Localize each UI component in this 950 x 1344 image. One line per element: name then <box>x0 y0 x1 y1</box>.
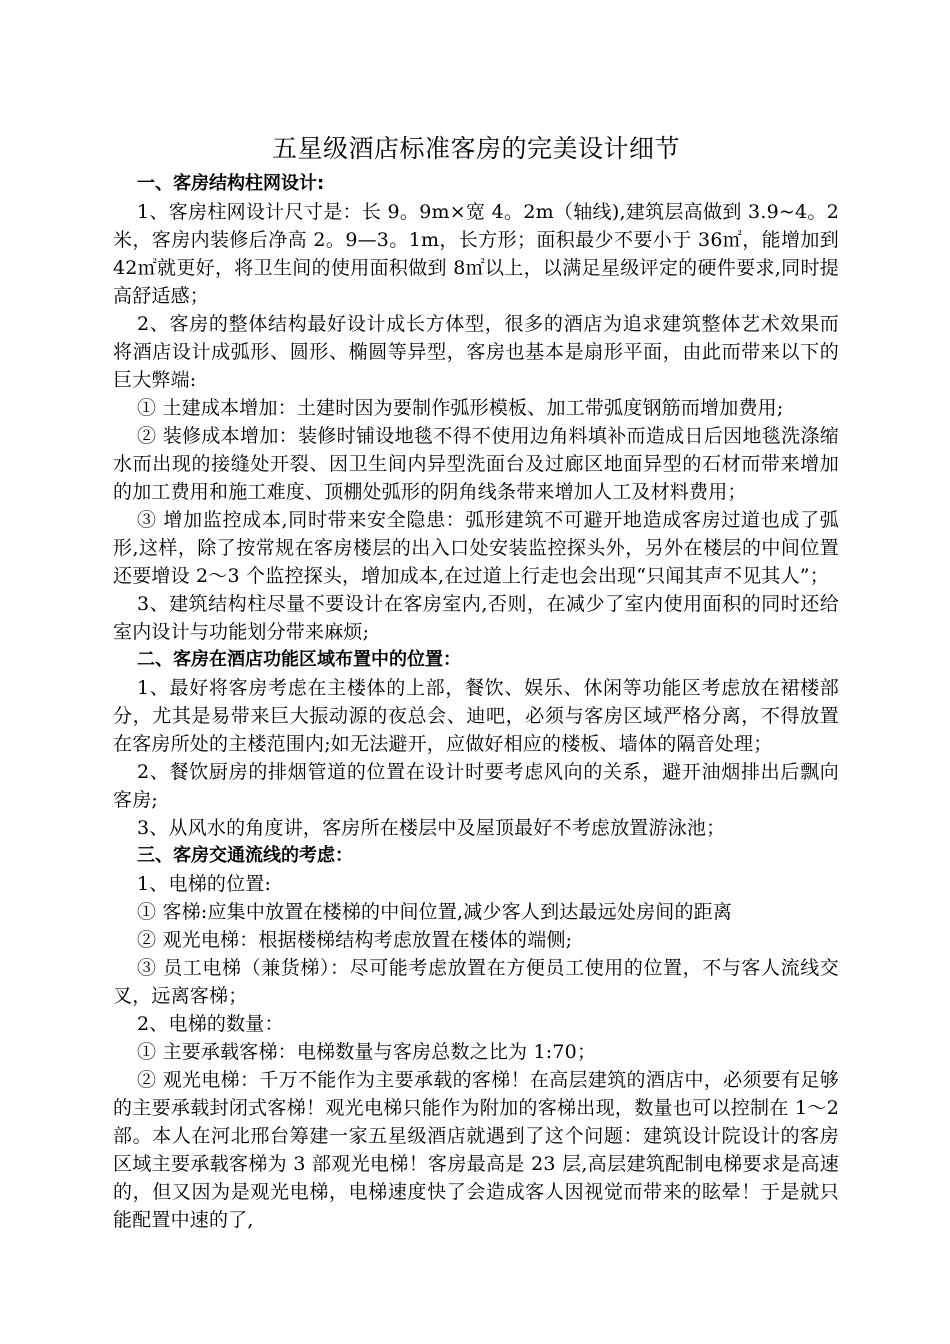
body-paragraph: ③ 增加监控成本,同时带来安全隐患：弧形建筑不可避开地造成客房过道也成了弧形,这样，除了按常规在客房楼层的出入口处安装监控探头外，另外在楼层的中间位置还要增设 2～3 个监控探头，增加成本,在过道上行走也会出现“只闻其声不见其人”； <box>113 509 839 587</box>
body-paragraph: ① 土建成本增加：土建时因为要制作弧形模板、加工带弧度钢筋而增加费用; <box>137 397 784 419</box>
body-paragraph: ② 装修成本增加：装修时铺设地毯不得不使用边角料填补而造成日后因地毯洗涤缩水而出现的接缝处开裂、因卫生间内异型洗面台及过廊区地面异型的石材而带来增加的加工费用和施工难度、顶棚处弧形的阴角线条带来增加人工及材料费用； <box>113 425 839 503</box>
body-paragraph: 1、电梯的位置: <box>137 873 272 895</box>
body-paragraph: ② 观光电梯：根据楼梯结构考虑放置在楼体的端侧; <box>137 929 573 951</box>
body-paragraph: ② 观光电梯：千万不能作为主要承载的客梯！在高层建筑的酒店中，必须要有足够的主要承载封闭式客梯！观光电梯只能作为附加的客梯出现，数量也可以控制在 1～2 部。本人在河北邢台筹建一家五星级酒店就遇到了这个问题：建筑设计院设计的客房区域主要承载客梯为 3 部观光电梯！客房最高是 23 层,高层建筑配制电梯要求是高速的，但又因为是观光电梯，电梯速度快了会造成客人因视觉而带来的眩晕！于是就只能配置中速的了, <box>113 1069 839 1231</box>
section-heading: 三、客房交通流线的考虑： <box>137 845 353 866</box>
body-paragraph: 1、最好将客房考虑在主楼体的上部，餐饮、娱乐、休闲等功能区考虑放在裙楼部分，尤其是易带来巨大振动源的夜总会、迪吧，必须与客房区域严格分离，不得放置在客房所处的主楼范围内;如无法避开，应做好相应的楼板、墙体的隔音处理； <box>113 677 839 755</box>
body-paragraph: 2、电梯的数量： <box>137 1013 284 1035</box>
body-paragraph: ① 主要承载客梯：电梯数量与客房总数之比为 1:70； <box>137 1041 597 1063</box>
body-paragraph: 3、从风水的角度讲，客房所在楼层中及屋顶最好不考虑放置游泳池； <box>137 817 726 839</box>
section-heading: 二、客房在酒店功能区域布置中的位置： <box>137 649 461 670</box>
body-paragraph: 2、餐饮厨房的排烟管道的位置在设计时要考虑风向的关系，避开油烟排出后飘向客房; <box>113 761 839 811</box>
document-title: 五星级酒店标准客房的完美设计细节 <box>271 134 680 163</box>
body-paragraph: ③ 员工电梯（兼货梯）：尽可能考虑放置在方便员工使用的位置，不与客人流线交叉，远离客梯； <box>113 957 839 1007</box>
document-body <box>113 170 839 1234</box>
document-page <box>113 130 839 1234</box>
body-paragraph: 3、建筑结构柱尽量不要设计在客房室内,否则，在减少了室内使用面积的同时还给室内设计与功能划分带来麻烦; <box>113 593 839 643</box>
section-heading: 一、客房结构柱网设计: <box>137 173 325 194</box>
body-paragraph: ① 客梯:应集中放置在楼梯的中间位置,减少客人到达最远处房间的距离 <box>137 901 733 923</box>
body-paragraph: 2、客房的整体结构最好设计成长方体型，很多的酒店为追求建筑整体艺术效果而将酒店设计成弧形、圆形、椭圆等异型，客房也基本是扇形平面，由此而带来以下的巨大弊端: <box>113 313 839 391</box>
body-paragraph: 1、客房柱网设计尺寸是：长 9。9m×宽 4。2m（轴线),建筑层高做到 3.9~4。2 米，客房内装修后净高 2。9—3。1m，长方形；面积最少不要小于 36㎡，能增加到 42㎡就更好，将卫生间的使用面积做到 8㎡以上，以满足星级评定的硬件要求,同时提高舒适感； <box>113 201 839 307</box>
